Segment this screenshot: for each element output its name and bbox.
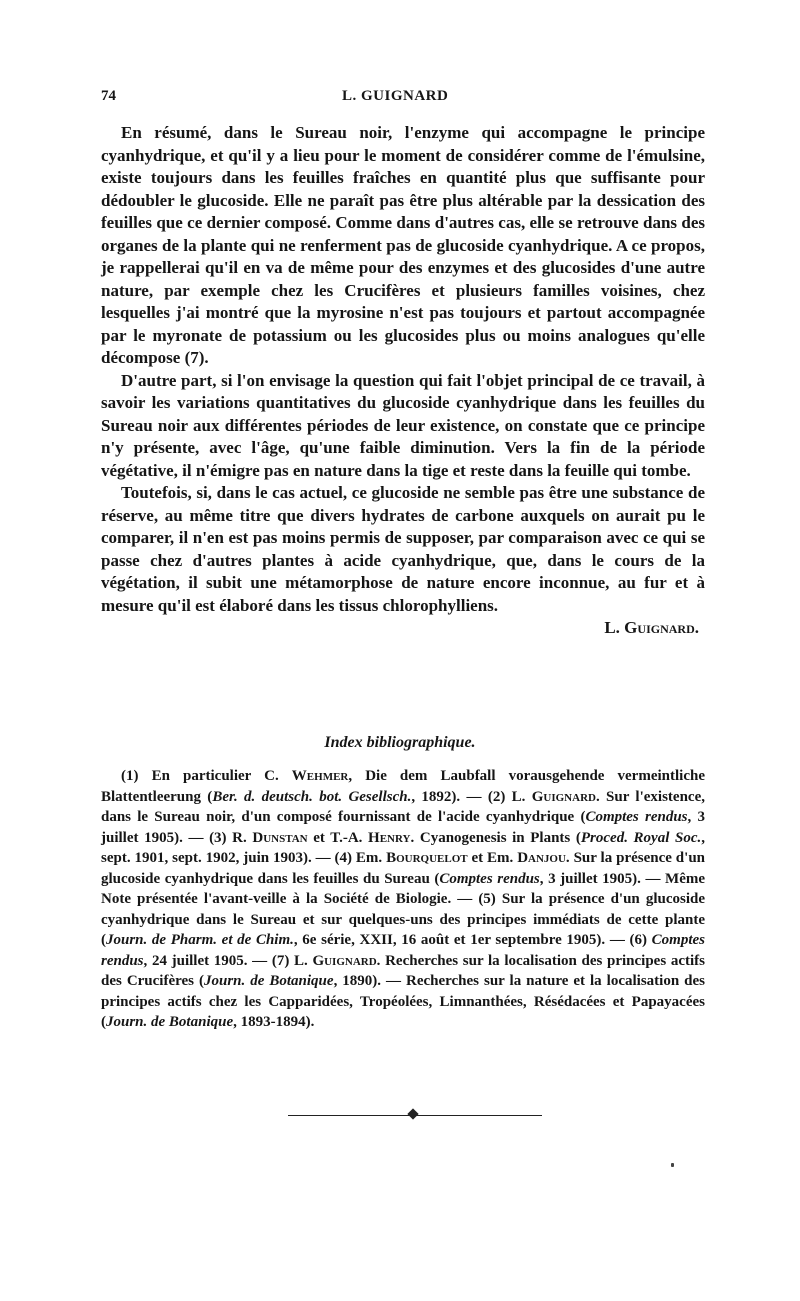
index-title: Index bibliographique. xyxy=(324,734,476,751)
ref-7-text-3: , 1890). — Recherches sur la nature et la localisation des principes actifs chez les Capparidées, Tropéolées, Limnanthées, Résédacées et Papayacées ( xyxy=(101,973,705,1030)
ref-4-number: (4) xyxy=(334,850,353,866)
ref-1-text: En particulier C. xyxy=(138,768,292,784)
ref-6-source: Comptes rendus xyxy=(101,932,705,969)
ref-2-source: Comptes rendus xyxy=(585,809,688,825)
bibliography xyxy=(101,766,705,1033)
diamond-ornament-icon xyxy=(407,1108,418,1119)
ref-1-author: Wehmer xyxy=(291,768,349,784)
ref-1-text-2: , Die dem Laubfall vorausgehende vermeintliche Blattentleerung ( xyxy=(101,768,705,805)
page-number: 74 xyxy=(101,88,116,104)
paragraph-variations: D'autre part, si l'on envisage la question qui fait l'objet principal de ce travail, à savoir les variations quantitatives du glucoside cyanhydrique dans les feuilles du Sureau noir aux différentes périodes de leur existence, on constate que ce principe n'y présente, avec l'âge, qu'une faible diminution. Vers la fin de la période végétative, il n'émigre pas en nature dans la tige et reste dans la feuille qui tombe. xyxy=(101,370,705,480)
ref-4-text-4: , 3 juillet 1905). — Même Note présentée l'avant-veille à la Société de Biologie. — xyxy=(101,870,705,907)
ref-7-text: L. xyxy=(289,952,313,969)
ref-3-text: R. xyxy=(226,829,253,846)
ref-5-source: Journ. de Pharm. et de Chim. xyxy=(106,932,294,948)
ref-4-text-3: . Sur la présence d'un glucoside cyanhydrique dans les feuilles du Sureau ( xyxy=(101,850,705,887)
running-head xyxy=(0,86,800,116)
ref-5-text: Sur la présence d'un glucoside cyanhydrique dans le Sureau et sur quelques-uns des principes immédiats de cette plante ( xyxy=(101,891,705,948)
ref-2-text: L. xyxy=(505,788,532,805)
ref-1-source: Ber. d. deutsch. bot. Gesellsch. xyxy=(212,788,412,805)
ref-7-text-4: , 1893-1894). xyxy=(233,1014,315,1030)
ref-2-text-2: . Sur l'existence, dans le Sureau noir, d'un composé fournissant de l'acide cyanhydrique ( xyxy=(101,788,705,825)
paper-speck xyxy=(671,1163,674,1167)
ref-4-source: Comptes rendus xyxy=(439,870,540,887)
ref-2-author: Guignard xyxy=(531,788,596,805)
ref-4-author-1: Bourquelot xyxy=(386,850,468,866)
ref-2-number: (2) xyxy=(487,788,506,805)
ref-3-number: (3) xyxy=(209,829,227,846)
end-rule-ornament xyxy=(0,1106,800,1124)
ref-1-number: (1) xyxy=(121,768,139,784)
bibliography-paragraph xyxy=(101,766,705,1033)
ref-6-number: (6) xyxy=(629,932,647,948)
author-signature: L. Guignard. xyxy=(604,618,699,637)
ref-6-text: , 24 juillet 1905. — xyxy=(143,952,272,969)
ref-4-text-2: et Em. xyxy=(467,850,518,866)
ref-7-number: (7) xyxy=(271,952,290,969)
ref-7-source-1: Journ. de Botanique xyxy=(203,973,334,989)
ref-5-text-2: , 6e série, XXII, 16 août et 1er septembre 1905). — xyxy=(293,932,630,948)
ref-3-author-2: Henry xyxy=(368,829,411,846)
ref-7-author: Guignard xyxy=(312,952,377,969)
ref-7-source-2: Journ. de Botanique xyxy=(106,1014,234,1030)
paragraph-summary: En résumé, dans le Sureau noir, l'enzyme qui accompagne le principe cyanhydrique, et qu'il y a lieu pour le moment de considérer comme de l'émulsine, existe toujours dans les feuilles fraîches en quantité plus que suffisante pour dédoubler le glucoside. Elle ne paraît pas être plus altérable par la dessication des feuilles que ce dernier composé. Comme dans d'autres cas, elle se retrouve dans des organes de la plante qui ne renferment pas de glucoside cyanhydrique. A ce propos, je rappellerai qu'il en va de même pour des enzymes et des glucosides d'une autre nature, par exemple chez les Crucifères et plusieurs familles voisines, chez lesquelles j'ai montré que la myrosine n'est pas toujours et partout accompagnée par le myronate de potassium ou les glucosides plus ou moins analogues qu'elle décompose (7). xyxy=(101,123,705,367)
body-text xyxy=(101,122,705,640)
ref-3-author-1: Dunstan xyxy=(252,829,308,846)
ref-1-text-3: , 1892). — xyxy=(411,788,488,805)
ref-2-text-3: , 3 juillet 1905). — xyxy=(101,809,706,846)
ref-4-text: Em. xyxy=(352,850,387,866)
ref-3-text-2: et T.-A. xyxy=(307,829,369,846)
ref-3-text-3: . Cyanogenesis in Plants ( xyxy=(410,829,581,846)
ref-3-source: Proced. Royal Soc. xyxy=(580,829,702,846)
running-title: L. GUIGNARD xyxy=(342,88,449,104)
ref-5-number: (5) xyxy=(478,891,496,907)
ref-4-author-2: Danjou xyxy=(517,850,566,866)
ref-7-text-2: . Recherches sur la localisation des principes actifs des Crucifères ( xyxy=(101,952,705,989)
ref-3-text-4: , sept. 1901, sept. 1902, juin 1903). — xyxy=(101,829,705,866)
paragraph-conclusion: Toutefois, si, dans le cas actuel, ce glucoside ne semble pas être une substance de réserve, au même titre que divers hydrates de carbone auxquels on aurait pu le comparer, il n'en est pas moins permis de supposer, par comparaison avec ce qui se passe chez d'autres plantes à acide cyanhydrique, que, dans le cours de la végétation, il subit une métamorphose de nature encore inconnue, au fur et à mesure qu'il est élaboré dans les tissus chlorophylliens. xyxy=(101,483,705,615)
